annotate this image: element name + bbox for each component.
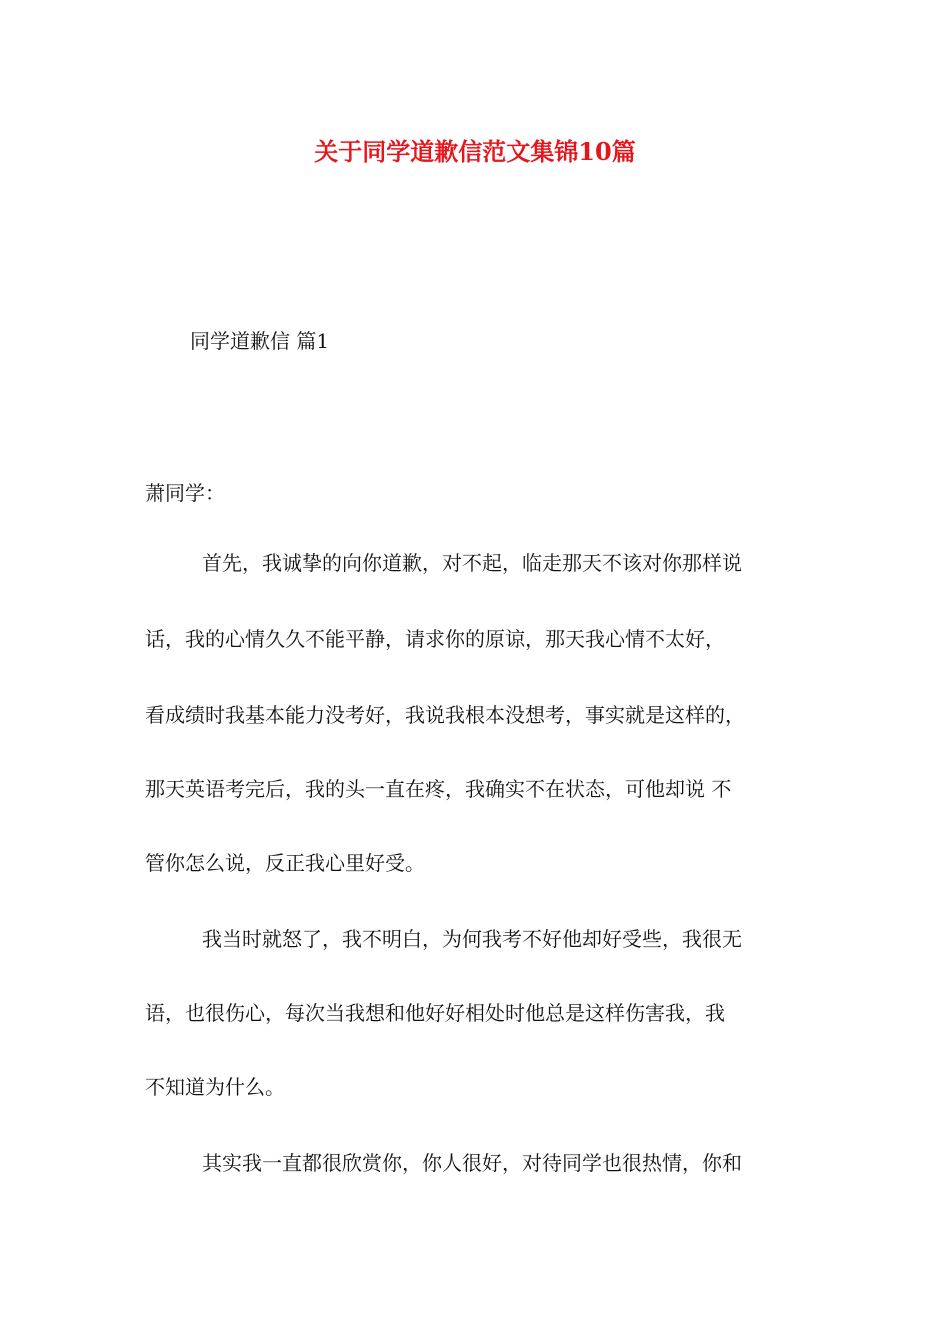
paragraph-2-line-1: 我当时就怒了，我不明白，为何我考不好他却好受些，我很无 (202, 927, 742, 951)
salutation: 萧同学： (145, 481, 225, 505)
paragraph-1-line-1: 首先，我诚挚的向你道歉，对不起，临走那天不该对你那样说 (202, 551, 742, 575)
paragraph-1-line-3: 看成绩时我基本能力没考好，我说我根本没想考，事实就是这样的， (145, 703, 745, 727)
paragraph-1-line-4: 那天英语考完后，我的头一直在疼，我确实不在状态，可他却说 不 (145, 777, 732, 801)
section-heading: 同学道歉信 篇1 (190, 329, 330, 353)
paragraph-2-line-2: 语，也很伤心，每次当我想和他好好相处时他总是这样伤害我，我 (145, 1001, 725, 1025)
paragraph-3-line-1: 其实我一直都很欣赏你，你人很好，对待同学也很热情，你和 (202, 1151, 742, 1175)
paragraph-2-line-3: 不知道为什么。 (145, 1075, 285, 1099)
document-title: 关于同学道歉信范文集锦10篇 (314, 137, 636, 166)
paragraph-1-line-5: 管你怎么说，反正我心里好受。 (145, 851, 425, 875)
paragraph-1-line-2: 话，我的心情久久不能平静，请求你的原谅，那天我心情不太好， (145, 627, 725, 651)
